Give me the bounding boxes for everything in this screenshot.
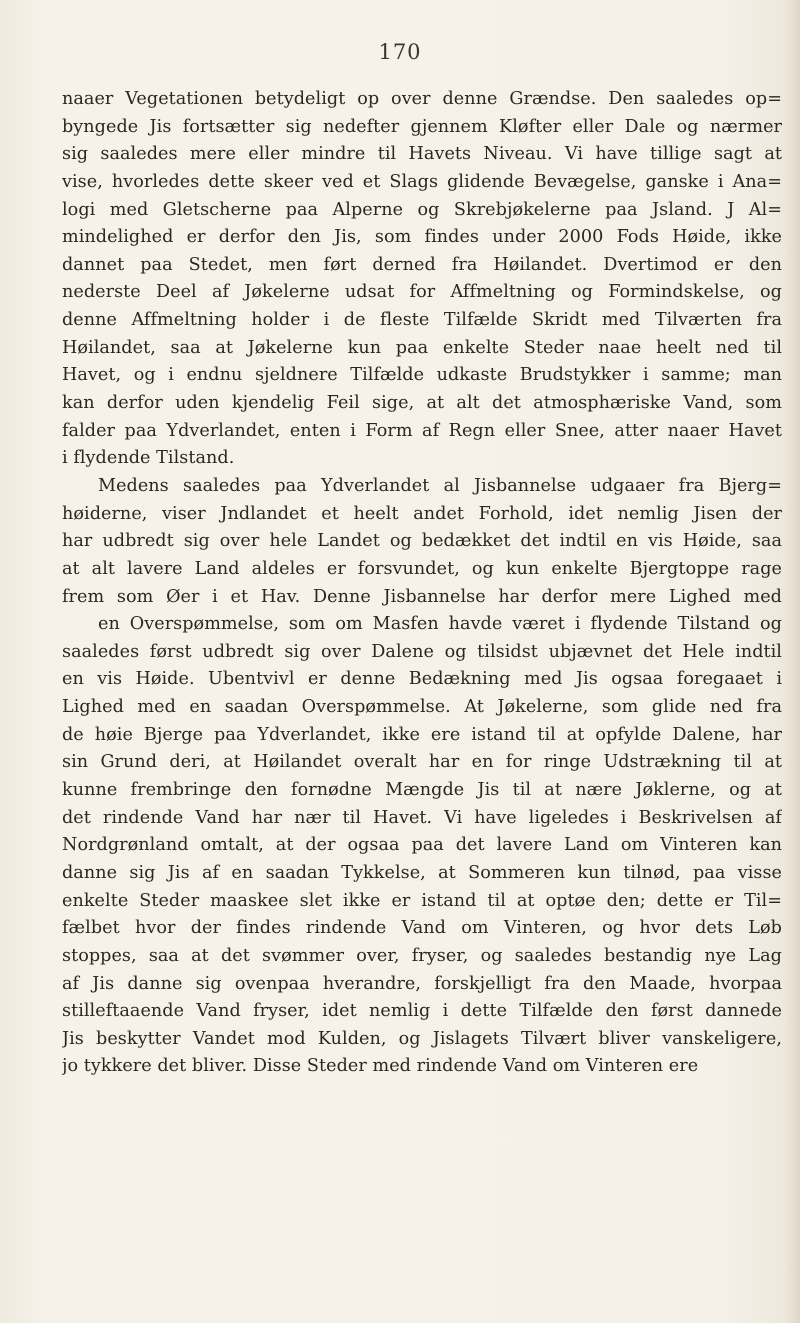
text-line: har udbredt sig over hele Landet og bedækket det indtil en vis Høide, saa [62, 531, 782, 552]
page-number: 170 [378, 40, 422, 64]
text-line: logi med Gletscherne paa Alperne og Skrebjøkelerne paa Jsland. J Al= [62, 199, 782, 220]
text-line: fælbet hvor der findes rindende Vand om Vinteren, og hvor dets Løb [62, 918, 782, 939]
text-line: Høilandet, saa at Jøkelerne kun paa enkelte Steder naae heelt ned til [62, 337, 782, 358]
text-line: af Jis danne sig ovenpaa hverandre, forskjelligt fra den Maade, hvorpaa [62, 973, 782, 994]
text-line: sig saaledes mere eller mindre til Havets Niveau. Vi have tillige sagt at [62, 144, 782, 165]
text-line: i flydende Tilstand. [62, 448, 235, 469]
text-line: stoppes, saa at det svømmer over, fryser, og saaledes bestandig nye Lag [62, 945, 782, 966]
text-line: Havet, og i endnu sjeldnere Tilfælde udkaste Brudstykker i samme; man [62, 365, 782, 386]
text-line: saaledes først udbredt sig over Dalene og tilsidst ubjævnet det Hele indtil [62, 641, 782, 662]
page-edge-shadow [786, 0, 800, 1323]
text-line: mindelighed er derfor den Jis, som findes under 2000 Fods Høide, ikke [62, 227, 782, 248]
text-line: de høie Bjerge paa Ydverlandet, ikke ere istand til at opfylde Dalene, har [62, 724, 782, 745]
text-line: vise, hvorledes dette skeer ved et Slags glidende Bevægelse, ganske i Ana= [62, 171, 782, 192]
text-line: at alt lavere Land aldeles er forsvundet, og kun enkelte Bjergtoppe rage [62, 558, 782, 579]
text-line: byngede Jis fortsætter sig nedefter gjennem Kløfter eller Dale og nærmer [62, 116, 782, 137]
text-line: høiderne, viser Jndlandet et heelt andet Forhold, idet nemlig Jisen der [62, 503, 782, 524]
text-line: kan derfor uden kjendelig Feil sige, at alt det atmosphæriske Vand, som [62, 393, 782, 414]
text-line: Lighed med en saadan Overspømmelse. At Jøkelerne, som glide ned fra [62, 697, 782, 718]
text-line: danne sig Jis af en saadan Tykkelse, at Sommeren kun tilnød, paa visse [62, 862, 782, 883]
body-text [62, 86, 782, 1081]
text-line: Jis beskytter Vandet mod Kulden, og Jislagets Tilvært bliver vanskeligere, [62, 1028, 782, 1049]
text-line: sin Grund deri, at Høilandet overalt har en for ringe Udstrækning til at [62, 752, 782, 773]
text-line: stilleftaaende Vand fryser, idet nemlig i dette Tilfælde den først dannede [62, 1001, 782, 1022]
text-line: falder paa Ydverlandet, enten i Form af Regn eller Snee, atter naaer Havet [62, 420, 782, 441]
text-line: Nordgrønland omtalt, at der ogsaa paa det lavere Land om Vinteren kan [62, 835, 782, 856]
text-line: kunne frembringe den fornødne Mængde Jis til at nære Jøklerne, og at [62, 780, 782, 801]
text-line: enkelte Steder maaskee slet ikke er istand til at optøe den; dette er Til= [62, 890, 782, 911]
text-line: dannet paa Stedet, men ført derned fra Høilandet. Dvertimod er den [62, 254, 782, 275]
text-line: nederste Deel af Jøkelerne udsat for Affmeltning og Formindskelse, og [62, 282, 782, 303]
text-line: en vis Høide. Ubentvivl er denne Bedækning med Jis ogsaa foregaaet i [62, 669, 782, 690]
text-line: jo tykkere det bliver. Disse Steder med rindende Vand om Vinteren ere [62, 1056, 699, 1077]
text-line: det rindende Vand har nær til Havet. Vi have ligeledes i Beskrivelsen af [62, 807, 782, 828]
text-line: naaer Vegetationen betydeligt op over denne Grændse. Den saaledes op= [62, 89, 782, 109]
text-line: Medens saaledes paa Ydverlandet al Jisbannelse udgaaer fra Bjerg= [98, 475, 782, 496]
text-line: denne Affmeltning holder i de fleste Tilfælde Skridt med Tilværten fra [62, 310, 782, 331]
text-line: frem som Øer i et Hav. Denne Jisbannelse har derfor mere Lighed med [62, 586, 782, 607]
text-line: en Overspømmelse, som om Masfen havde været i flydende Tilstand og [98, 614, 782, 635]
